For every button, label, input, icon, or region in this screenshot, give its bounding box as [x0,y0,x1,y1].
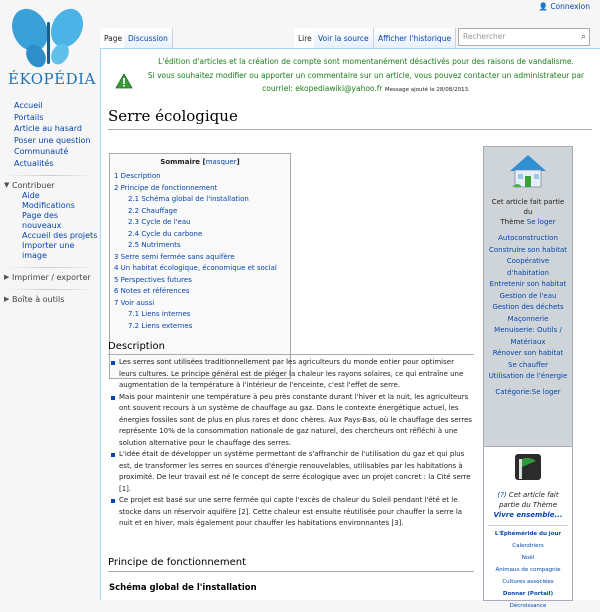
sidebar-item-changes[interactable]: Modifications [22,201,75,210]
toc-item[interactable]: 2.1 Schéma global de l'installation [128,195,249,203]
site-notice [109,55,589,107]
warning-icon [115,73,133,89]
toc-item[interactable]: 5 Perspectives futures [114,275,192,284]
description-body [109,357,473,530]
toc-item[interactable]: 7 Voir aussi [114,298,155,307]
theme-link[interactable]: Utilisation de l'énergie [488,372,568,380]
section-divider [108,354,474,355]
toc-title: Sommaire [160,158,201,166]
theme-link[interactable]: Matériaux [510,337,546,346]
logo-text: ÉKOPÉDIA [8,70,96,88]
tab-read[interactable]: Lire [294,28,317,48]
theme2-link[interactable]: Donner (Portail) [502,591,554,597]
toc-item[interactable]: 7.2 Liens externes [128,321,193,330]
sidebar-item-random-article[interactable]: Article au hasard [14,124,82,133]
contribute-list [0,191,100,261]
theme-link[interactable]: Autoconstruction [498,234,558,242]
search-input[interactable]: Rechercher ⌕ [458,28,590,46]
theme2-list [484,528,572,612]
toc-item[interactable]: 6 Notes et références [114,287,190,295]
description-paragraph: Les serres sont utilisées traditionnellement par les agriculteurs du monde entier pour optimiser leurs cultures. Le principe général est de piéger la chaleur les rayons solaires, ce qui entraîne une augmentation de la température à l'intérieur de l'enceinte, c'est l'effet de serre. [109,357,473,392]
toc-list [114,171,286,332]
toolbox-toggle[interactable]: ▶ Boîte à outils [4,295,65,304]
site-logo[interactable] [0,0,100,96]
theme-link[interactable]: Se chauffer [508,360,548,369]
description-paragraph: Ce projet est basé sur une serre fermée qui capte l'excès de chaleur du Soleil pendant l'été et le stocke dans un réservoir aquifère [2]. Cette chaleur est ensuite réutilisée pour chauffer la serre la nuit et en hiver, mais également pour chauffer les habitations environnantes [3]. [109,495,473,530]
toc-item[interactable]: 2.5 Nutriments [128,241,181,249]
contribute-toggle[interactable]: ▼ Contribuer [4,181,55,190]
triangle-down-icon: ▼ [4,181,10,189]
theme-link[interactable]: Gestion de l'eau [499,291,557,300]
tab-history[interactable]: Afficher l'historique [374,28,456,48]
section-heading-principe: Principe de fonctionnement [108,557,246,568]
sidebar-item-news[interactable]: Actualités [14,158,54,168]
sidebar-item-community[interactable]: Communauté [14,147,69,156]
theme-link[interactable]: Rénover son habitat [492,349,564,357]
help-question-link[interactable]: (?) [497,491,507,499]
divider [4,175,96,176]
theme-link[interactable]: Coopérative [506,257,550,265]
print-export-toggle[interactable]: ▶ Imprimer / exporter [4,273,91,282]
search-icon[interactable]: ⌕ [580,32,586,42]
sidebar [0,100,100,305]
theme-link[interactable]: Entretenir son habitat [489,280,567,288]
theme-link-se-loger[interactable]: Se loger [526,218,556,226]
theme-link[interactable]: Gestion des déchets [492,303,564,311]
theme2-link[interactable]: L'Éphéméride du jour [494,531,562,537]
category-link[interactable]: Catégorie:Se loger [495,387,561,396]
tab-view-source[interactable]: Voir la source [314,28,374,48]
triangle-right-icon: ▶ [4,295,10,303]
toc-hide-link[interactable]: masquer [205,158,237,166]
triangle-right-icon: ▶ [4,273,10,281]
theme-box-se-loger: Cet article fait partie du Thème Se loger Autoconstruction Construire son habitat Coopérative d'habitation Entretenir son habitat Gestion de l'eau Gestion des déchets Maçonnerie Menuiserie: Outils / Matériaux Rénover son habitat Se chauffer Utilisation de l'énergie Catégorie:Se loger [483,146,573,448]
notice-email[interactable]: courriel: ekopediawiki@yahoo.fr [262,84,383,93]
sidebar-item-help[interactable]: Aide [22,191,40,200]
sidebar-item-import-2[interactable]: image [22,251,47,260]
theme-links-list [484,233,572,383]
toc-item[interactable]: 4 Un habitat écologique, économique et social [114,264,277,272]
theme2-link[interactable]: Animaux de compagnie [495,567,561,573]
content-area [100,48,600,609]
login-link[interactable]: 👤 Connexion [538,2,590,11]
toc-item[interactable]: 2.4 Cycle du carbone [128,229,203,238]
toc-item[interactable]: 2.2 Chauffage [128,206,178,215]
sidebar-item-newcomers-2[interactable]: nouveaux [22,221,62,230]
sidebar-item-import-1[interactable]: Importer une [22,241,75,250]
theme-link[interactable]: Construire son habitat [489,245,567,254]
theme-link-vivre-ensemble[interactable]: Vivre ensemble... [493,511,563,519]
notice-date: Message ajouté le 28/08/2013. [384,87,470,93]
description-paragraph: Mais pour maintenir une température à peu près constante durant l'hiver et la nuit, les agriculteurs ont souvent recours à un système de chauffage au gaz. Dans le contexte énergétique actuel, les énergies fossiles sont de plus en plus rares et donc chères. Aux Pays-Bas, où le chauffage des serres représente 10% de la consommation nationale de gaz naturel, des chercheurs ont réfléchi à une solution alternative pour le chauffage des serres. [109,392,473,450]
tab-page[interactable]: Page [100,28,127,48]
description-list [109,357,473,530]
toc-item[interactable]: 3 Serre semi fermée sans aquifère [114,252,235,261]
toc-item[interactable]: 2 Principe de fonctionnement [114,183,218,192]
sidebar-item-newcomers-1[interactable]: Page des [22,211,59,220]
description-paragraph: L'idée était de développer un système permettant de s'affranchir de l'utilisation du gaz et qui plus est, de transformer les serres en sources d'énergie renouvelables, utilisables par les habitations à proximité. De leur travail est né le concept de serre écologique avec un projet concret : la Cité serre [1]. [109,449,473,495]
sidebar-item-projects[interactable]: Accueil des projets [22,231,98,240]
section-divider [108,571,474,572]
toc-item[interactable]: 7.1 Liens internes [128,310,191,318]
theme2-link[interactable]: Décroissance [509,603,547,609]
divider [4,267,96,268]
sidebar-navigation [0,100,100,169]
user-icon: 👤 [538,2,548,11]
notice-text: L'édition d'articles et la création de compte sont momentanément désactivés pour des raisons de vandalisme. Si vous souhaitez modifier ou apporter un commentaire sur un article, vous pouvez contacter un administrateur par courriel: ekopediawiki@yahoo.fr Message ajouté le 28/08/2013. [147,57,585,93]
theme2-link[interactable]: Cultures associées [502,579,554,585]
subsection-heading-schema: Schéma global de l'installation [109,583,257,593]
page-title: Serre écologique [108,107,238,125]
section-heading-description: Description [108,341,165,352]
theme-link[interactable]: Menuiserie: Outils / [494,326,562,334]
theme2-link[interactable]: Calendriers [512,543,544,549]
divider [4,289,96,290]
tab-discussion[interactable]: Discussion [124,28,173,48]
table-of-contents: Sommaire [masquer] 1 Description 2 Principe de fonctionnement 2.1 Schéma global de l'installation 2.2 Chauffage 2.3 Cycle de l'eau 2.4 Cycle du carbone 2.5 Nutriments 3 Serre semi fermée sans aquifère 4 Un habitat écologique, économique et social 5 Perspectives futures 6 Notes et références 7 Voir aussi 7.1 Liens internes 7.2 Liens externes [109,153,291,379]
sidebar-item-ask-question[interactable]: Poser une question [14,135,91,145]
theme-box-vivre-ensemble: (?) Cet article fait partie du Thème Vivre ensemble... L'Éphéméride du jour Calendriers Noël Animaux de compagnie Cultures associées Donner (Portail) Décroissance [483,446,573,601]
sidebar-item-accueil[interactable]: Accueil [14,101,43,110]
toc-item[interactable]: 2.3 Cycle de l'eau [128,218,191,226]
flag-icon [511,450,545,484]
toc-item[interactable]: 1 Description [114,172,161,180]
theme-link[interactable]: d'habitation [507,268,549,277]
title-divider [108,129,592,130]
sidebar-item-portails[interactable]: Portails [14,112,44,122]
theme2-link[interactable]: Noël [521,555,535,561]
house-icon [508,151,548,191]
theme-link[interactable]: Maçonnerie [507,314,549,323]
